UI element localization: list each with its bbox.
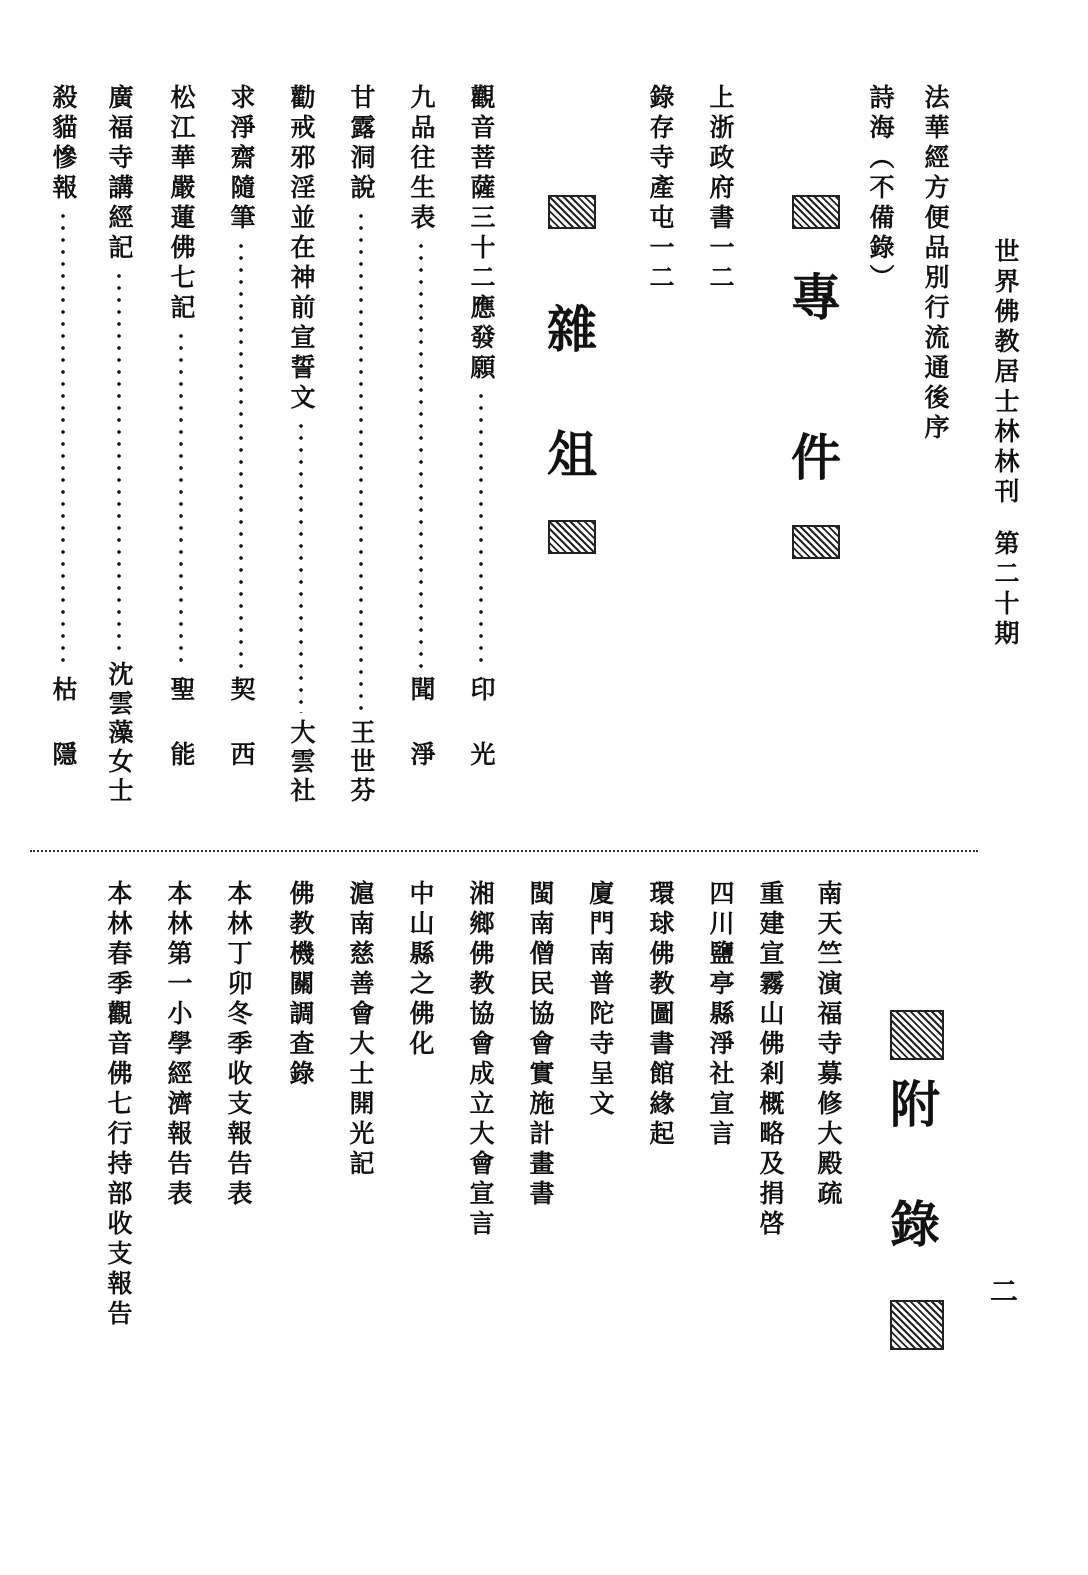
appendix-entry[interactable]: 廈門南普陀寺呈文 xyxy=(586,880,615,1120)
toc-entry[interactable] xyxy=(465,84,497,806)
entry-author: 枯隱 xyxy=(49,676,78,806)
dotted-leader xyxy=(239,240,243,670)
ornament-icon xyxy=(792,195,840,229)
entry-author: 大雲社 xyxy=(287,719,316,806)
toc-entry[interactable] xyxy=(285,84,317,806)
appendix-entry[interactable]: 本林丁卯冬季收支報告表 xyxy=(224,880,253,1210)
entry-title: 勸戒邪淫並在神前宣誓文 xyxy=(287,84,316,414)
toc-entry[interactable]: 錄存寺產屯一二 xyxy=(646,84,675,294)
ornament-icon xyxy=(890,1300,944,1350)
dotted-leader xyxy=(299,420,303,713)
appendix-entry[interactable]: 重建宣霧山佛剎概略及捐啓 xyxy=(756,880,785,1240)
toc-entry[interactable] xyxy=(47,84,79,806)
ornament-icon xyxy=(890,1010,944,1060)
dotted-leader xyxy=(117,270,121,655)
toc-entry[interactable] xyxy=(405,84,437,806)
toc-entry[interactable] xyxy=(103,84,135,806)
dotted-leader xyxy=(61,210,65,670)
toc-entry[interactable] xyxy=(225,84,257,806)
toc-entry[interactable] xyxy=(165,84,197,806)
entry-author: 印光 xyxy=(467,676,496,806)
entry-author: 聞淨 xyxy=(407,676,436,806)
dotted-leader xyxy=(359,210,363,713)
journal-title: 世界佛教居士林林刊 xyxy=(991,238,1020,508)
entry-title: 觀音菩薩三十二應發願 xyxy=(467,84,496,384)
ornament-icon xyxy=(792,525,840,559)
section-heading-char: 件 xyxy=(791,428,841,487)
appendix-entry[interactable]: 中山縣之佛化 xyxy=(406,880,435,1060)
issue-number: 第二十期 xyxy=(991,530,1020,650)
entry-author: 聖能 xyxy=(167,676,196,806)
appendix-entry[interactable]: 閩南僧民協會實施計畫書 xyxy=(526,880,555,1210)
entry-author: 沈雲藻女士 xyxy=(105,661,134,806)
entry-title: 廣福寺講經記 xyxy=(105,84,134,264)
entry-title: 松江華嚴蓮佛七記 xyxy=(167,84,196,324)
page-number: 二 xyxy=(990,1275,1019,1308)
dotted-leader xyxy=(179,330,183,670)
entry-author: 契西 xyxy=(227,676,256,806)
toc-entry[interactable]: 上浙政府書一二 xyxy=(706,84,735,294)
entry-title: 九品往生表 xyxy=(407,84,436,234)
section-divider xyxy=(30,850,978,852)
toc-entry[interactable]: 詩海（不備錄） xyxy=(866,84,895,294)
entry-title: 求淨齋隨筆 xyxy=(227,84,256,234)
section-heading-char: 專 xyxy=(791,268,841,327)
section-heading-char: 附 xyxy=(890,1075,940,1134)
ornament-icon xyxy=(548,195,596,229)
appendix-entry[interactable]: 本林春季觀音佛七行持部收支報告 xyxy=(104,880,133,1330)
entry-author: 王世芬 xyxy=(347,719,376,806)
appendix-entry[interactable]: 南天竺演福寺募修大殿疏 xyxy=(814,880,843,1210)
appendix-entry[interactable]: 佛教機關調查錄 xyxy=(286,880,315,1090)
journal-header xyxy=(990,238,1020,650)
section-heading-char: 錄 xyxy=(890,1195,940,1254)
section-heading-char: 俎 xyxy=(547,425,597,484)
entry-title: 甘露洞說 xyxy=(347,84,376,204)
appendix-entry[interactable]: 四川鹽亭縣淨社宣言 xyxy=(706,880,735,1150)
appendix-entry[interactable]: 湘鄉佛教協會成立大會宣言 xyxy=(466,880,495,1240)
dotted-leader xyxy=(479,390,483,670)
toc-entry[interactable] xyxy=(345,84,377,806)
section-heading-char: 雜 xyxy=(547,300,597,359)
appendix-entry[interactable]: 本林第一小學經濟報告表 xyxy=(164,880,193,1210)
entry-title: 殺貓慘報 xyxy=(49,84,78,204)
appendix-entry[interactable]: 滬南慈善會大士開光記 xyxy=(346,880,375,1180)
toc-entry[interactable]: 法華經方便品別行流通後序 xyxy=(921,84,950,444)
dotted-leader xyxy=(419,240,423,670)
appendix-entry[interactable]: 環球佛教圖書館緣起 xyxy=(646,880,675,1150)
ornament-icon xyxy=(548,520,596,554)
